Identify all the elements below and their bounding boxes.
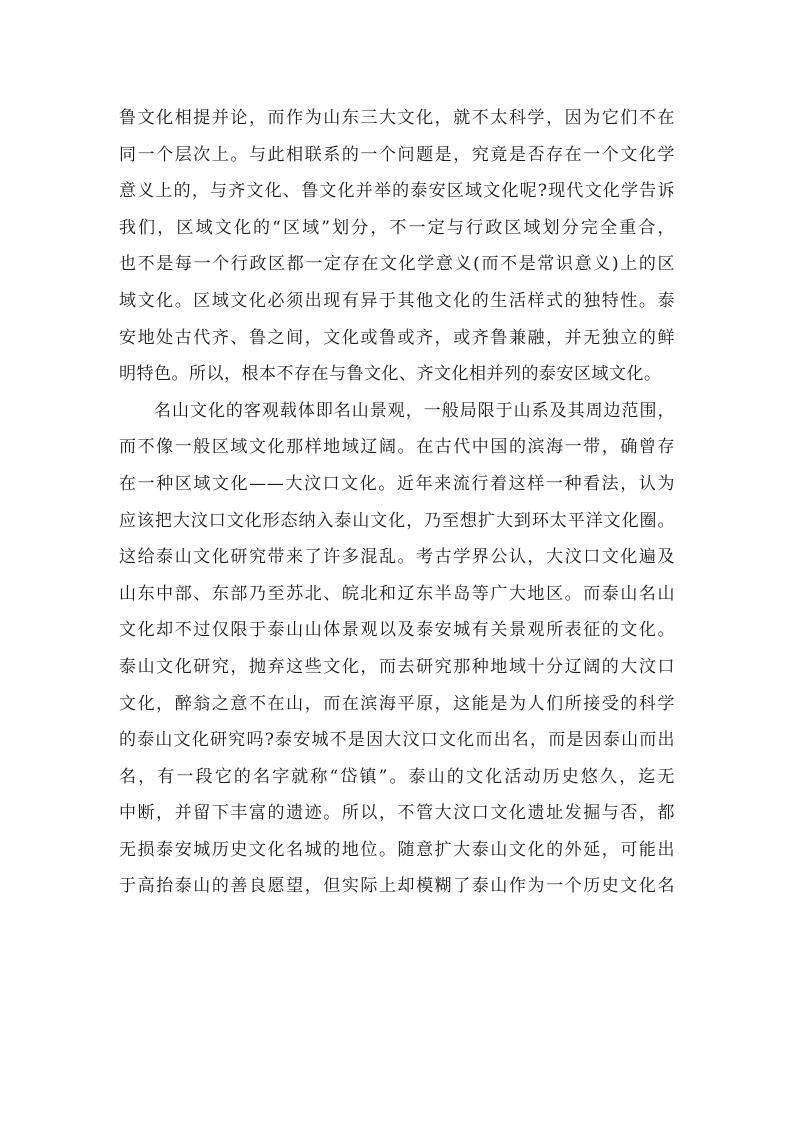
text-line: 于高抬泰山的善良愿望，但实际上却模糊了泰山作为一个历史文化名 [119, 876, 675, 897]
text-line: 域文化。区域文化必须出现有异于其他文化的生活样式的独特性。泰 [119, 290, 675, 311]
text-line: 山东中部、东部乃至苏北、皖北和辽东半岛等广大地区。而泰山名山 [119, 583, 675, 604]
text-line: 文化，醉翁之意不在山，而在滨海平原，这能是为人们所接受的科学 [119, 693, 675, 714]
text-line: 文化却不过仅限于泰山山体景观以及泰安城有关景观所表征的文化。 [119, 620, 675, 641]
text-line: 同一个层次上。与此相联系的一个问题是，究竟是否存在一个文化学 [119, 144, 675, 165]
text-line: 泰山文化研究，抛弃这些文化，而去研究那种地域十分辽阔的大汶口 [119, 656, 675, 677]
text-line: 安地处古代齐、鲁之间，文化或鲁或齐，或齐鲁兼融，并无独立的鲜 [119, 327, 675, 348]
text-line: 意义上的，与齐文化、鲁文化并举的泰安区域文化呢?现代文化学告诉 [119, 181, 675, 202]
text-line: 在一种区域文化——大汶口文化。近年来流行着这样一种看法，认为 [119, 473, 675, 494]
text-line: 鲁文化相提并论，而作为山东三大文化，就不太科学，因为它们不在 [119, 108, 675, 128]
text-line: 中断，并留下丰富的遗迹。所以，不管大汶口文化遗址发掘与否，都 [119, 803, 675, 824]
text-line: 无损泰安城历史文化名城的地位。随意扩大泰山文化的外延，可能出 [119, 839, 675, 860]
text-line: 名，有一段它的名字就称“岱镇”。泰山的文化活动历史悠久，迄无 [119, 766, 675, 787]
text-line: 也不是每一个行政区都一定存在文化学意义(而不是常识意义)上的区 [119, 254, 675, 275]
text-line: 的泰山文化研究吗?泰安城不是因大汶口文化而出名，而是因泰山而出 [119, 730, 675, 751]
text-line: 明特色。所以，根本不存在与鲁文化、齐文化相并列的泰安区域文化。 [119, 364, 662, 385]
text-line: 而不像一般区域文化那样地域辽阔。在古代中国的滨海一带，确曾存 [119, 437, 675, 458]
text-line: 应该把大汶口文化形态纳入泰山文化，乃至想扩大到环太平洋文化圈。 [119, 510, 675, 531]
text-line: 我们，区域文化的“区域”划分，不一定与行政区域划分完全重合， [119, 217, 675, 238]
text-line: 这给泰山文化研究带来了许多混乱。考古学界公认，大汶口文化遍及 [119, 547, 675, 568]
body-text [119, 100, 675, 905]
paragraph-first-line: 名山文化的客观载体即名山景观，一般局限于山系及其周边范围， [154, 400, 675, 421]
